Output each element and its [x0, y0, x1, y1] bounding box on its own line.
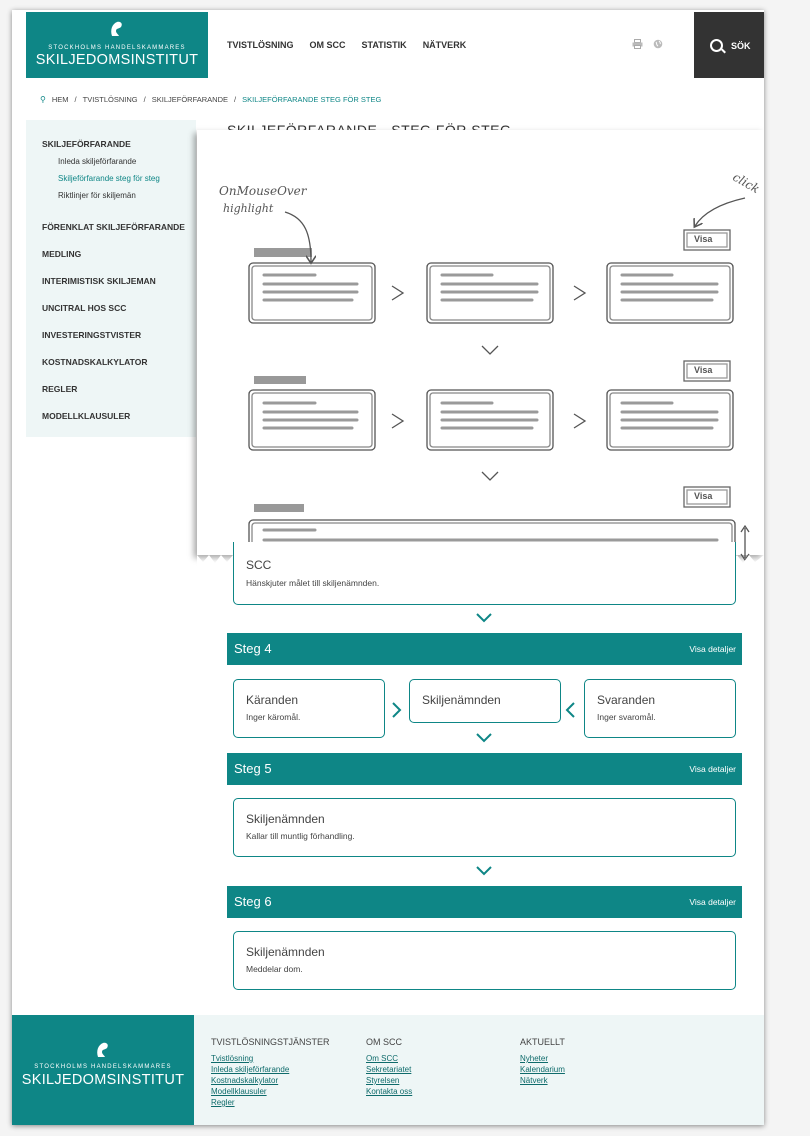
- step-5-header: [227, 753, 742, 785]
- sidebar-subitem-inleda[interactable]: Inleda skiljeförfarande: [58, 157, 137, 166]
- breadcrumb-item-skiljeforfarande[interactable]: SKILJEFÖRFARANDE: [151, 95, 229, 104]
- step-6-header: [227, 886, 742, 918]
- breadcrumb-separator: /: [234, 95, 237, 104]
- sidebar-item-regler[interactable]: REGLER: [42, 384, 78, 394]
- search-button[interactable]: [694, 12, 764, 78]
- sketch-visa-3: Visa: [694, 491, 713, 501]
- step-5-box: [233, 798, 736, 857]
- sidebar-item-modellklausuler[interactable]: MODELLKLAUSULER: [42, 411, 131, 421]
- step-6-box-title: Skiljenämnden: [246, 945, 325, 959]
- search-label: SÖK: [731, 41, 751, 51]
- sidebar-item-forenklat[interactable]: FÖRENKLAT SKILJEFÖRFARANDE: [42, 222, 185, 232]
- sketch-heading-bar: [254, 248, 312, 257]
- footer-link-kontakta-oss[interactable]: Kontakta oss: [366, 1087, 413, 1096]
- footer-link-nyheter[interactable]: Nyheter: [520, 1054, 549, 1063]
- footer: [12, 1015, 764, 1125]
- sidebar-item-kostnadskalkylator[interactable]: KOSTNADSKALKYLATOR: [42, 357, 148, 367]
- footer-link-styrelsen[interactable]: Styrelsen: [366, 1076, 400, 1085]
- footer-link-om-scc[interactable]: Om SCC: [366, 1054, 398, 1063]
- chevron-down-icon: [476, 866, 492, 876]
- nav-item-statistik[interactable]: STATISTIK: [361, 40, 407, 50]
- footer-link-sekretariatet[interactable]: Sekretariatet: [366, 1065, 412, 1074]
- footer-link-kostnadskalkylator[interactable]: Kostnadskalkylator: [211, 1076, 279, 1085]
- sidebar: [26, 120, 196, 437]
- karanden-title: Käranden: [246, 693, 299, 707]
- logo-small-text: STOCKHOLMS HANDELSKAMMARES: [48, 45, 186, 51]
- wireframe-sketch: [197, 130, 764, 555]
- sketch-visa-2: Visa: [694, 365, 713, 375]
- sidebar-item-uncitral[interactable]: UNCITRAL HOS SCC: [42, 303, 127, 313]
- sketch-note-hover-1: OnMouseOver: [219, 184, 307, 198]
- footer-col-om-scc: [366, 1037, 412, 1097]
- location-pin-icon: ⚲: [40, 95, 46, 104]
- sketch-note-click: click: [730, 169, 762, 197]
- step-4-header: [227, 633, 742, 665]
- step-6-box-desc: Meddelar dom.: [246, 964, 303, 974]
- step-4-svaranden-box: [584, 679, 736, 738]
- logo-big-text: SKILJEDOMSINSTITUT: [35, 52, 199, 68]
- sketch-visa-1: Visa: [694, 234, 713, 244]
- footer-link-natverk[interactable]: Nätverk: [520, 1076, 548, 1085]
- svaranden-desc: Inger svaromål.: [597, 712, 656, 722]
- scc-box: [233, 542, 736, 605]
- sidebar-subitem-riktlinjer[interactable]: Riktlinjer för skiljemän: [58, 191, 136, 200]
- sidebar-item-investeringstvister[interactable]: INVESTERINGSTVISTER: [42, 330, 142, 340]
- footer-link-kalendarium[interactable]: Kalendarium: [520, 1065, 565, 1074]
- nav-item-natverk[interactable]: NÄTVERK: [422, 40, 467, 50]
- footer-heading: OM SCC: [366, 1037, 402, 1047]
- emblem-icon: [92, 1041, 112, 1059]
- breadcrumb-item-hem[interactable]: HEM: [51, 95, 69, 104]
- step-4-karanden-box: [233, 679, 385, 738]
- svaranden-title: Svaranden: [597, 693, 656, 707]
- footer-col-aktuellt: [520, 1037, 565, 1086]
- scc-box-title: SCC: [246, 558, 272, 572]
- breadcrumb-separator: /: [74, 95, 77, 104]
- sidebar-item-interimistisk[interactable]: INTERIMISTISK SKILJEMAN: [42, 276, 156, 286]
- step-6-details-link[interactable]: Visa detaljer: [689, 897, 736, 907]
- sidebar-item-skiljeforfarande[interactable]: SKILJEFÖRFARANDE: [42, 139, 131, 149]
- chevron-right-icon: [392, 702, 402, 718]
- footer-col-tvistlosningstjanster: [211, 1037, 330, 1108]
- chevron-down-icon: [476, 733, 492, 743]
- footer-link-modellklausuler[interactable]: Modellklausuler: [211, 1087, 267, 1096]
- footer-link-tvistlosning[interactable]: Tvistlösning: [211, 1054, 254, 1063]
- chevron-down-icon: [476, 613, 492, 623]
- breadcrumb: [40, 95, 381, 104]
- footer-logo-big-text: SKILJEDOMSINSTITUT: [21, 1072, 185, 1088]
- sketch-note-hover-2: highlight: [223, 202, 274, 215]
- sidebar-subitem-steg-for-steg[interactable]: Skiljeförfarande steg för steg: [58, 174, 160, 183]
- search-icon: [710, 39, 723, 52]
- nav-item-om-scc[interactable]: OM SCC: [309, 40, 346, 50]
- page: [12, 10, 764, 1125]
- step-4-center-title: Skiljenämnden: [422, 693, 501, 707]
- scc-box-desc: Hänskjuter målet till skiljenämnden.: [246, 578, 380, 588]
- sidebar-item-medling[interactable]: MEDLING: [42, 249, 82, 259]
- emblem-icon: [106, 20, 126, 38]
- step-4-title: Steg 4: [234, 641, 272, 656]
- print-icon[interactable]: [632, 39, 643, 49]
- nav-item-tvistlosning[interactable]: TVISTLÖSNING: [227, 40, 294, 50]
- footer-heading: TVISTLÖSNINGSTJÄNSTER: [211, 1037, 330, 1047]
- footer-link-inleda[interactable]: Inleda skiljeförfarande: [211, 1065, 290, 1074]
- site-logo[interactable]: [26, 12, 208, 78]
- chevron-left-icon: [565, 702, 575, 718]
- footer-link-regler[interactable]: Regler: [211, 1098, 235, 1107]
- breadcrumb-item-tvistlosning[interactable]: TVISTLÖSNING: [82, 95, 138, 104]
- breadcrumb-separator: /: [143, 95, 146, 104]
- footer-heading: AKTUELLT: [520, 1037, 565, 1047]
- header-icons: [632, 39, 663, 49]
- main-nav: [227, 40, 466, 50]
- step-5-box-desc: Kallar till muntlig förhandling.: [246, 831, 355, 841]
- footer-logo-small-text: STOCKHOLMS HANDELSKAMMARES: [34, 1064, 172, 1070]
- breadcrumb-item-current: SKILJEFÖRFARANDE STEG FÖR STEG: [242, 95, 382, 104]
- globe-icon[interactable]: [653, 39, 663, 49]
- step-4-skiljenamnden-box: [409, 679, 561, 723]
- step-6-title: Steg 6: [234, 894, 272, 909]
- step-6-box: [233, 931, 736, 990]
- step-5-details-link[interactable]: Visa detaljer: [689, 764, 736, 774]
- karanden-desc: Inger käromål.: [246, 712, 301, 722]
- step-4-details-link[interactable]: Visa detaljer: [689, 644, 736, 654]
- step-5-title: Steg 5: [234, 761, 272, 776]
- step-5-box-title: Skiljenämnden: [246, 812, 325, 826]
- footer-logo[interactable]: [12, 1015, 194, 1125]
